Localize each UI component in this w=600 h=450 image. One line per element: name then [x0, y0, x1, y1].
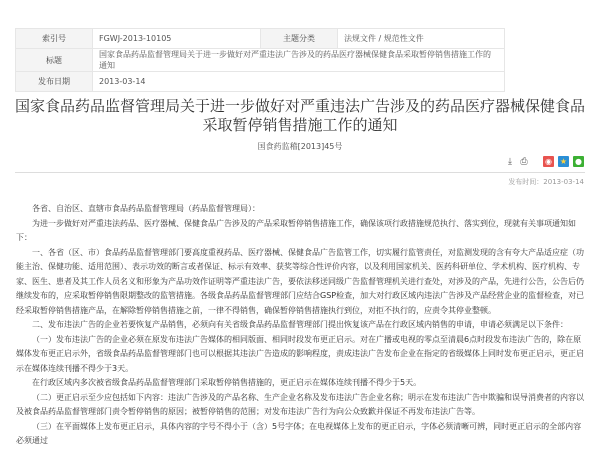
qzone-icon[interactable]: ★: [559, 157, 568, 166]
index-label: 索引号: [16, 29, 93, 49]
print-icon[interactable]: ⎙: [520, 156, 528, 167]
meta-row-title: [16, 49, 505, 72]
paragraph: 各省、自治区、直辖市食品药品监督管理局（药品监督管理局）：: [32, 204, 260, 213]
title-value: 国家食品药品监督管理局关于进一步做好对严重违法广告涉及的药品医疗器械保健食品采取暂停销售措施工作的通知: [93, 49, 505, 72]
download-icon[interactable]: ⤓: [508, 156, 512, 167]
article-toolbar: [505, 156, 584, 167]
title-label: 标题: [16, 49, 93, 72]
date-label: 发布日期: [16, 72, 93, 92]
wechat-icon[interactable]: ●: [573, 156, 584, 167]
document-number: 国食药监稽[2013]45号: [257, 142, 343, 151]
document-meta-table: [15, 28, 505, 92]
index-value: FGWJ-2013-10105: [93, 29, 261, 49]
meta-row-date: [16, 72, 505, 92]
category-value: 法规文件 / 规范性文件: [338, 29, 505, 49]
date-value: 2013-03-14: [93, 72, 505, 92]
paragraph: （三）在平面媒体上发布更正启示，具体内容的字号不得小于（含）5号字体；在电视媒体上发布的更正启示，字体必须清晰可辨，同时更正启示的全部内容必须通过: [16, 421, 582, 445]
meta-row-index: [16, 29, 505, 49]
article-title: 国家食品药品监督管理局关于进一步做好对严重违法广告涉及的药品医疗器械保健食品采取暂停销售措施工作的通知: [14, 97, 585, 134]
paragraph: 二、发布违法广告的企业若要恢复产品销售，必须向有关省级食品药品监督管理部门提出恢复该产品在行政区域内销售的申请，申请必须满足以下条件：: [32, 320, 568, 329]
paragraph: （一）发布违法广告的企业必须在原发布违法广告媒体的相同版面、相同时段发布更正启示。对在广播或电视的零点至清晨6点时段发布违法广告的，除在原媒体发布更正启示外，省级食品药品监督管理部门也可以根据其违法广告造成的影响程度，责成违法广告发布企业在指定的省级媒体上同时发布更正启示，更正启示在媒体连续刊播不得少于3天。: [16, 334, 584, 373]
paragraph: （二）更正启示至少应包括如下内容：违法广告涉及的产品名称、生产企业名称及发布违法广告企业名称；明示在发布违法广告中欺骗和误导消费者的内容以及被食品药品监督管理部门责令暂停销售的原因；被暂停销售的范围；对发布违法广告行为向公众致歉并保证不再发布违法广告等。: [16, 392, 584, 416]
paragraph: 为进一步做好对严重违法药品、医疗器械、保健食品广告涉及的产品采取暂停销售措施工作，确保该项行政措施规范执行、落实到位，现就有关事项通知如下：: [16, 218, 576, 242]
divider: [15, 172, 585, 173]
paragraph: 一、各省（区、市）食品药品监督管理部门要高度重视药品、医疗器械、保健食品广告监管工作，切实履行监管责任，对监测发现的含有夸大产品适应症（功能主治、保健功能、适用范围）、表示功效的断言或者保证、标示有效率、获奖等综合性评价内容，以及利用国家机关、医药科研单位、学术机构、医疗机构、专家、医生、患者及其工作人员名义和形象为产品功效作证明等严重违法广告，要依法移送同级广告监督管理机关进行查处，对涉及的产品，先进行公告，公告后仍继续发布的，应采取暂停销售限期整改的监管措施。各级食品药品监督管理部门应结合GSP检查，加大对行政区域内违法广告涉及产品经营企业的监督检查，对已经采取暂停销售措施产品，在解除暂停销售措施之前，一律不得销售，确保暂停销售措施执行到位，对拒不执行的，应责令其停业整顿。: [16, 247, 585, 315]
weibo-icon[interactable]: ◉: [543, 156, 554, 167]
paragraph: 在行政区域内多次被省级食品药品监督管理部门采取暂停销售措施的，更正启示在媒体连续刊播不得少于5天。: [32, 378, 422, 387]
article-body: [16, 202, 586, 445]
category-label: 主题分类: [261, 29, 338, 49]
publish-time: 发布时间：2013-03-14: [508, 178, 584, 186]
